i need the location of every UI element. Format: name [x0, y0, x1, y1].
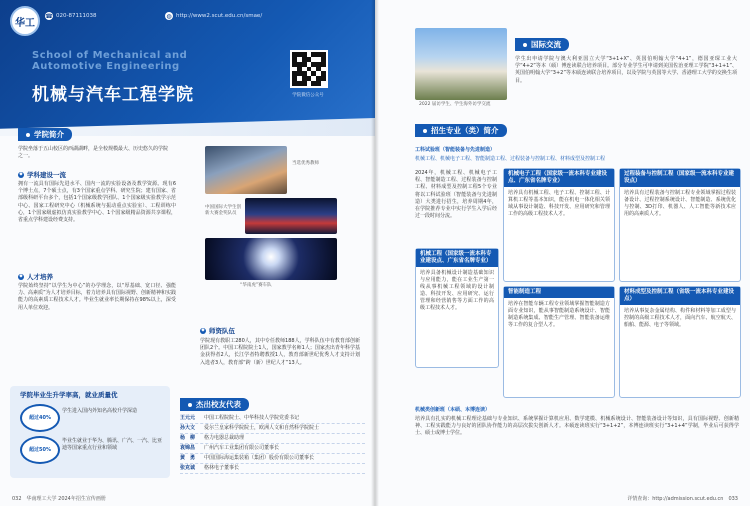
major-card-mechatronics: [503, 168, 615, 282]
intl-photo-caption: 2022 届访学生、学生海外访学交流: [419, 102, 491, 107]
major-card-mechanical: [415, 248, 499, 368]
intro-lead: 学院坐落于五山校区的西湖湖畔，是全校规模最大、历史悠久的学院之一。: [18, 146, 169, 160]
alumni-desc: 爱尔兰皇家科学院院士，欧洲人文和自然科学院院士: [204, 425, 320, 431]
alumni-name: 张克诚: [180, 465, 196, 471]
alumni-name: 杨 柳: [180, 435, 196, 441]
alumni-header: 杰出校友代表: [180, 398, 249, 411]
stat-badge-1: [20, 404, 60, 432]
alumni-desc: 广州汽车工业集团有限公司董事长: [204, 445, 280, 451]
major-card-body: 培养在智能车辆工程专业领域掌握智能制造方面专业知识，能从事智能制造系统设计、智能制造系统集成、智能生产管理、智能装备运维等工作的复合型人才。: [508, 301, 610, 328]
list-item: [180, 424, 365, 434]
mech-intro-text: 2024年，机械工程、机械电子工程、智能制造工程、过程装备与控制工程、材料成型及控制工程5个专业将以工科试验班（智能装备与先进制造）大类进行招生，培养周期4年，在学院推荐专业中实行学生入学后经过一段时间分流。: [415, 170, 497, 220]
major-card-title: 机械工程（国家级一流本科专业建设点、广东省名牌专业）: [416, 249, 498, 267]
alumni-name: 孙大文: [180, 425, 196, 431]
alumni-desc: 中国工程院院士、中华科技人学院党委书记: [204, 415, 300, 421]
stat-text-2: 毕业生就业于华为、腾讯、广汽、一汽、比亚迪等国家重点行业和领域: [62, 438, 163, 452]
stat-badge-2: [20, 436, 60, 464]
subhead-discipline-label: 学科建设一流: [27, 171, 66, 179]
discipline-text: 拥有一流具有国际先进水平、国内一流的实验设备及教学资源。现有6个博士点，7个硕士点，有3个国家重点学科、研究生院；建有国家、省部级科研平台多个，包括1个国家级教学团队、1个国家级实验教学示范中心、国家工程研究中心（机械系统与振动重点实验室）、工程训练中心，1个国家级虚拟仿真实验教学中心、1个国家级精品资源共享课程，省重点学科建设经费支持。: [18, 181, 176, 224]
english-title-line1: School of Mechanical and: [32, 50, 188, 61]
alumni-name: 王元元: [180, 415, 196, 421]
left-footer: 032 华南理工大学 2024年招生宣传画册: [12, 496, 106, 502]
list-item: [180, 414, 365, 424]
phone-info: [45, 12, 96, 20]
stat-value-2: 超过50%: [29, 446, 51, 453]
cat2-text: 培养具有扎实的机械工程理论基础与专业知识、系统掌握计算机应用、数学建模、机械系统设计、智能装备设计等知识，具有国际视野、创新精神、工程实践能力与良好的团队协作能力的高层次拔尖创新人才。本硕连读班实行“3+1+2”，本博连读班实行“3+1+4”学制，毕业后可获得学士、硕士或博士学位。: [415, 416, 739, 437]
subhead-faculty-label: 师资队伍: [209, 327, 235, 335]
qr-code[interactable]: [290, 50, 328, 88]
major-card-body: 培养具备机械设计制造基础知识与应用能力，能在工业生产第一线从事机械工程领域的设计制造、科技开发、应用研究、运行管理和经营销售等方面工作的高级工程技术人才。: [420, 270, 494, 311]
phone-number: 020-87111038: [56, 13, 97, 19]
major-card-title: 材料成型及控制工程（省级一流本科专业建设点）: [620, 287, 740, 305]
photo-award: [245, 198, 337, 234]
intro-header: 学院简介: [18, 128, 72, 141]
photo-graduates: [205, 146, 287, 194]
photo-intl-campus: [415, 28, 507, 100]
bullet-icon: ◆: [19, 172, 23, 177]
phone-icon: ☎: [45, 12, 53, 20]
right-footer[interactable]: 详情查询：http://admission.scut.edu.cn 033: [627, 496, 738, 502]
subhead-training-label: 人才培养: [27, 273, 53, 281]
list-item: [180, 434, 365, 444]
list-item: [180, 464, 365, 474]
english-title: [32, 50, 187, 72]
alumni-desc: 格力电器总裁助理: [204, 435, 245, 441]
majors-header: 招生专业（类）简介: [415, 124, 507, 137]
alumni-desc: 格林电子董事长: [204, 465, 240, 471]
major-card-title: 机械电子工程（国家级一流本科专业建设点、广东省名牌专业）: [504, 169, 614, 187]
website-link[interactable]: http://www2.scut.edu.cn/smae/: [176, 13, 263, 19]
subhead-faculty: [200, 326, 235, 335]
list-item: [180, 444, 365, 454]
cat1-title: 工科试验班（智能装备与先进制造）: [415, 147, 496, 153]
stats-title: 学院毕业生升学率高，就业质量优: [20, 391, 118, 399]
photo-caption-3: “华南虎”赛车队: [240, 283, 272, 288]
globe-icon: ◍: [166, 12, 172, 20]
major-card-smart-mfg: [503, 286, 615, 398]
alumni-name: 袁锦昌: [180, 445, 196, 451]
list-item: [180, 454, 365, 464]
website-info: [165, 12, 262, 20]
training-text: 学院始终坚持“以学生为中心”的办学理念，以“厚基础、宽口径、强能力、高素质”为人才培养目标，着力培养具有国际视野、创新精神和实践能力的高素质工程技术人才。毕业生就业率长期保持在98%以上，深受用人单位欢迎。: [18, 283, 176, 311]
photo-racecar: [205, 238, 337, 280]
cat1-majors: 机械工程、机械电子工程、智能制造工程、过程装备与控制工程、材料成型及控制工程: [415, 156, 606, 162]
major-card-body: 培养具有过程装备与控制工程专业领域掌握过程装备设计、过程控制系统设计、智能制造、系统优化与控制、3D打印、机器人、人工智能等新技术应用的高素质人才。: [624, 190, 736, 217]
qr-caption: 学院微信公众号: [292, 93, 324, 98]
english-title-line2: Automotive Engineering: [32, 61, 180, 72]
right-page: [375, 0, 750, 506]
stat-value-1: 超过40%: [29, 414, 51, 421]
major-card-materials: [619, 286, 741, 398]
photo-caption-1: 当选优秀教师: [292, 161, 319, 166]
page-gutter: [371, 0, 379, 506]
chinese-title: 机械与汽车工程学院: [32, 85, 194, 105]
major-card-body: 培养具有机械工程、电子工程、控制工程、计算机工程等基本知识，能在机电一体化相关领域从事设计制造、科技开发、应用研究和管理工作的高级工程技术人才。: [508, 190, 610, 217]
intl-header: 国际交流: [515, 38, 569, 51]
cat2-title: 机械类创新班（本硕、本博连读）: [415, 407, 491, 413]
major-card-body: 培养从事复杂金属结构、构件和材料等加工成型与控制的高级工程技术人才，面向汽车、航空航天、船舶、能源、电子等领域。: [624, 308, 736, 328]
intl-text: 学生出申请学院与澳大利亚国立大学“3+1+X”、英国伯明翰大学“4+1”，德国亚琛工业大学“4+2”等本（硕）博连读联合培养项目。部分专业学生可申请到美国佐治亚理工学院“3+1+1”、英国伯明翰大学“3+2”等本硕连读联合培养项目，以及学院与英国等大学、香港理工大学的交换生项目。: [515, 56, 737, 84]
alumni-list: [180, 414, 365, 474]
subhead-training: [18, 272, 53, 281]
subhead-discipline: [18, 170, 66, 179]
alumni-desc: 中国国际海运集装箱（集团）股份有限公司董事长: [204, 455, 315, 461]
major-card-title: 过程装备与控制工程（国家级一流本科专业建设点）: [620, 169, 740, 187]
alumni-name: 黄 勇: [180, 455, 196, 461]
bullet-icon: ◆: [19, 274, 23, 279]
major-card-title: 智能制造工程: [504, 287, 614, 298]
stats-box: [10, 386, 170, 478]
major-card-process: [619, 168, 741, 282]
stat-text-1: 学生进入国内外知名高校升学深造: [62, 408, 138, 414]
bullet-icon: ◆: [201, 328, 205, 333]
faculty-text: 学院现有教职工280人，其中专任教师188人，学科队伍中有教育部创新团队2个。中国工程院院士1人，国家教学名师1人；国家杰出青年科学基金获得者2人，长江学者特聘教授1人，教育部新世纪优秀人才支持计划入选者3人，教育部“跨（新）世纪人才”13人。: [200, 338, 360, 366]
photo-caption-2: 中国国际大学生创新大赛金奖队员: [205, 205, 241, 216]
university-logo: 华工: [10, 6, 40, 36]
